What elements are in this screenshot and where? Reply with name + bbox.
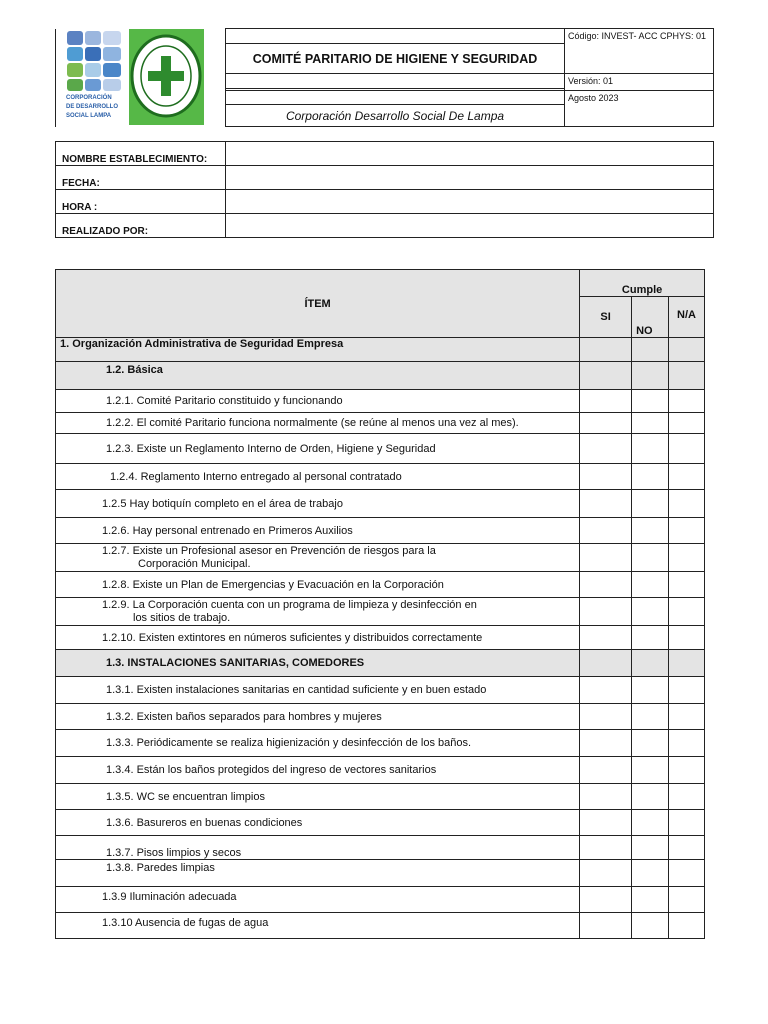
item-text-line1: 1.2.9. La Corporación cuenta con un programa de limpieza y desinfección en — [102, 598, 477, 611]
table-row — [56, 784, 705, 810]
check-no[interactable] — [632, 757, 669, 784]
item-text: 1.3.10 Ausencia de fugas de agua — [56, 913, 580, 939]
check-na[interactable] — [669, 434, 705, 464]
check-no[interactable] — [632, 518, 669, 544]
check-na[interactable] — [669, 362, 705, 390]
check-na[interactable] — [669, 572, 705, 598]
check-na[interactable] — [669, 836, 705, 860]
doc-title: COMITÉ PARITARIO DE HIGIENE Y SEGURIDAD — [226, 44, 565, 74]
table-row — [56, 836, 705, 860]
done-by-field[interactable] — [226, 214, 714, 238]
check-si[interactable] — [580, 730, 632, 757]
check-no[interactable] — [632, 413, 669, 434]
item-text: 1.2.1. Comité Paritario constituido y funcionando — [56, 390, 580, 413]
logo-area — [56, 29, 226, 127]
doc-date: Agosto 2023 — [565, 91, 714, 127]
check-na[interactable] — [669, 784, 705, 810]
check-na[interactable] — [669, 490, 705, 518]
check-na[interactable] — [669, 598, 705, 626]
item-text: 1.3.7. Pisos limpios y secos — [56, 836, 580, 860]
check-no[interactable] — [632, 464, 669, 490]
check-no[interactable] — [632, 598, 669, 626]
item-text: 1.3.8. Paredes limpias — [56, 860, 580, 887]
item-text — [56, 598, 580, 626]
table-row — [56, 704, 705, 730]
item-text: 1.3.5. WC se encuentran limpios — [56, 784, 580, 810]
check-no[interactable] — [632, 913, 669, 939]
section-13-title: 1.3. INSTALACIONES SANITARIAS, COMEDORES — [56, 650, 580, 677]
table-row — [56, 913, 705, 939]
check-no[interactable] — [632, 544, 669, 572]
check-na[interactable] — [669, 810, 705, 836]
table-row — [56, 730, 705, 757]
table-row — [56, 757, 705, 784]
check-si[interactable] — [580, 626, 632, 650]
check-si[interactable] — [580, 677, 632, 704]
check-na[interactable] — [669, 757, 705, 784]
check-na[interactable] — [669, 626, 705, 650]
check-no[interactable] — [632, 626, 669, 650]
check-si[interactable] — [580, 413, 632, 434]
check-no[interactable] — [632, 362, 669, 390]
item-text: 1.3.3. Periódicamente se realiza higienización y desinfección de los baños. — [56, 730, 580, 757]
check-no[interactable] — [632, 784, 669, 810]
section-row — [56, 338, 705, 362]
table-row — [56, 490, 705, 518]
item-text-line1: 1.2.7. Existe un Profesional asesor en Prevención de riesgos para la — [102, 544, 436, 557]
doc-code: Código: INVEST- ACC CPHYS: 01 — [565, 29, 714, 74]
check-na[interactable] — [669, 730, 705, 757]
section-1-title: 1. Organización Administrativa de Seguridad Empresa — [56, 338, 580, 362]
check-na[interactable] — [669, 650, 705, 677]
item-text: 1.2.4. Reglamento Interno entregado al personal contratado — [56, 464, 580, 490]
check-si[interactable] — [580, 810, 632, 836]
table-row — [56, 810, 705, 836]
check-si[interactable] — [580, 598, 632, 626]
item-text — [56, 544, 580, 572]
check-na[interactable] — [669, 518, 705, 544]
table-row — [56, 518, 705, 544]
check-no[interactable] — [632, 650, 669, 677]
done-by-label: REALIZADO POR: — [56, 214, 226, 238]
check-na[interactable] — [669, 913, 705, 939]
table-row — [56, 544, 705, 572]
time-field[interactable] — [226, 190, 714, 214]
item-text-line2: Corporación Municipal. — [138, 557, 251, 570]
section-12-title: 1.2. Básica — [56, 362, 580, 390]
check-si[interactable] — [580, 836, 632, 860]
item-text: 1.2.5 Hay botiquín completo en el área de trabajo — [56, 490, 580, 518]
check-no[interactable] — [632, 338, 669, 362]
na-column-header: N/A — [669, 297, 705, 338]
check-si[interactable] — [580, 362, 632, 390]
table-row — [56, 464, 705, 490]
item-text: 1.2.3. Existe un Reglamento Interno de Orden, Higiene y Seguridad — [56, 434, 580, 464]
table-row — [56, 626, 705, 650]
check-si[interactable] — [580, 913, 632, 939]
item-text-line2: los sitios de trabajo. — [133, 611, 231, 624]
check-si[interactable] — [580, 572, 632, 598]
check-na[interactable] — [669, 413, 705, 434]
item-text: 1.2.10. Existen extintores en números suficientes y distribuidos correctamente — [56, 626, 580, 650]
date-label: FECHA: — [56, 166, 226, 190]
check-no[interactable] — [632, 810, 669, 836]
check-na[interactable] — [669, 677, 705, 704]
cumple-column-header: Cumple — [580, 270, 705, 297]
table-row — [56, 598, 705, 626]
check-si[interactable] — [580, 544, 632, 572]
establishment-label: NOMBRE ESTABLECIMIENTO: — [56, 142, 226, 166]
check-na[interactable] — [669, 390, 705, 413]
item-text: 1.2.6. Hay personal entrenado en Primeros Auxilios — [56, 518, 580, 544]
item-column-header: ÍTEM — [56, 270, 580, 338]
check-no[interactable] — [632, 434, 669, 464]
check-si[interactable] — [580, 434, 632, 464]
logo-line-2: DE DESARROLLO — [66, 103, 119, 110]
check-no[interactable] — [632, 860, 669, 887]
check-si[interactable] — [580, 518, 632, 544]
table-row — [56, 434, 705, 464]
check-si[interactable] — [580, 784, 632, 810]
header-blank-low — [226, 91, 565, 105]
logo-line-3: SOCIAL LAMPA — [66, 112, 112, 119]
item-text: 1.3.6. Basureros en buenas condiciones — [56, 810, 580, 836]
check-no[interactable] — [632, 490, 669, 518]
establishment-field[interactable] — [226, 142, 714, 166]
time-label: HORA : — [56, 190, 226, 214]
check-si[interactable] — [580, 887, 632, 913]
check-no[interactable] — [632, 704, 669, 730]
check-na[interactable] — [669, 704, 705, 730]
check-si[interactable] — [580, 650, 632, 677]
logo-text — [66, 94, 118, 121]
check-na[interactable] — [669, 544, 705, 572]
table-row — [56, 413, 705, 434]
doc-version: Versión: 01 — [565, 74, 714, 91]
check-na[interactable] — [669, 887, 705, 913]
section-row — [56, 362, 705, 390]
header-blank-top — [226, 29, 565, 44]
check-si[interactable] — [580, 490, 632, 518]
check-si[interactable] — [580, 704, 632, 730]
check-si[interactable] — [580, 860, 632, 887]
item-text: 1.2.2. El comité Paritario funciona normalmente (se reúne al menos una vez al mes). — [56, 413, 580, 434]
check-no[interactable] — [632, 572, 669, 598]
table-row — [56, 572, 705, 598]
check-no[interactable] — [632, 390, 669, 413]
establishment-info-table — [55, 141, 714, 238]
check-no[interactable] — [632, 887, 669, 913]
header-blank-mid — [226, 74, 565, 89]
item-text: 1.3.9 Iluminación adecuada — [56, 887, 580, 913]
no-column-header: NO — [632, 297, 669, 338]
table-row — [56, 887, 705, 913]
item-text: 1.3.1. Existen instalaciones sanitarias en cantidad suficiente y en buen estado — [56, 677, 580, 704]
section-row — [56, 650, 705, 677]
table-row — [56, 390, 705, 413]
check-no[interactable] — [632, 836, 669, 860]
si-column-header: SI — [580, 297, 632, 338]
check-si[interactable] — [580, 757, 632, 784]
item-text: 1.3.2. Existen baños separados para hombres y mujeres — [56, 704, 580, 730]
check-no[interactable] — [632, 677, 669, 704]
check-na[interactable] — [669, 338, 705, 362]
check-na[interactable] — [669, 464, 705, 490]
check-si[interactable] — [580, 464, 632, 490]
check-si[interactable] — [580, 390, 632, 413]
check-na[interactable] — [669, 860, 705, 887]
doc-subtitle: Corporación Desarrollo Social De Lampa — [226, 105, 565, 127]
table-row — [56, 860, 705, 887]
document-header — [55, 28, 714, 127]
item-text: 1.2.8. Existe un Plan de Emergencias y Evacuación en la Corporación — [56, 572, 580, 598]
check-si[interactable] — [580, 338, 632, 362]
item-text: 1.3.4. Están los baños protegidos del ingreso de vectores sanitarios — [56, 757, 580, 784]
logo-line-1: CORPORACIÓN — [66, 94, 112, 101]
check-no[interactable] — [632, 730, 669, 757]
checklist-table — [55, 269, 705, 939]
table-row — [56, 677, 705, 704]
date-field[interactable] — [226, 166, 714, 190]
